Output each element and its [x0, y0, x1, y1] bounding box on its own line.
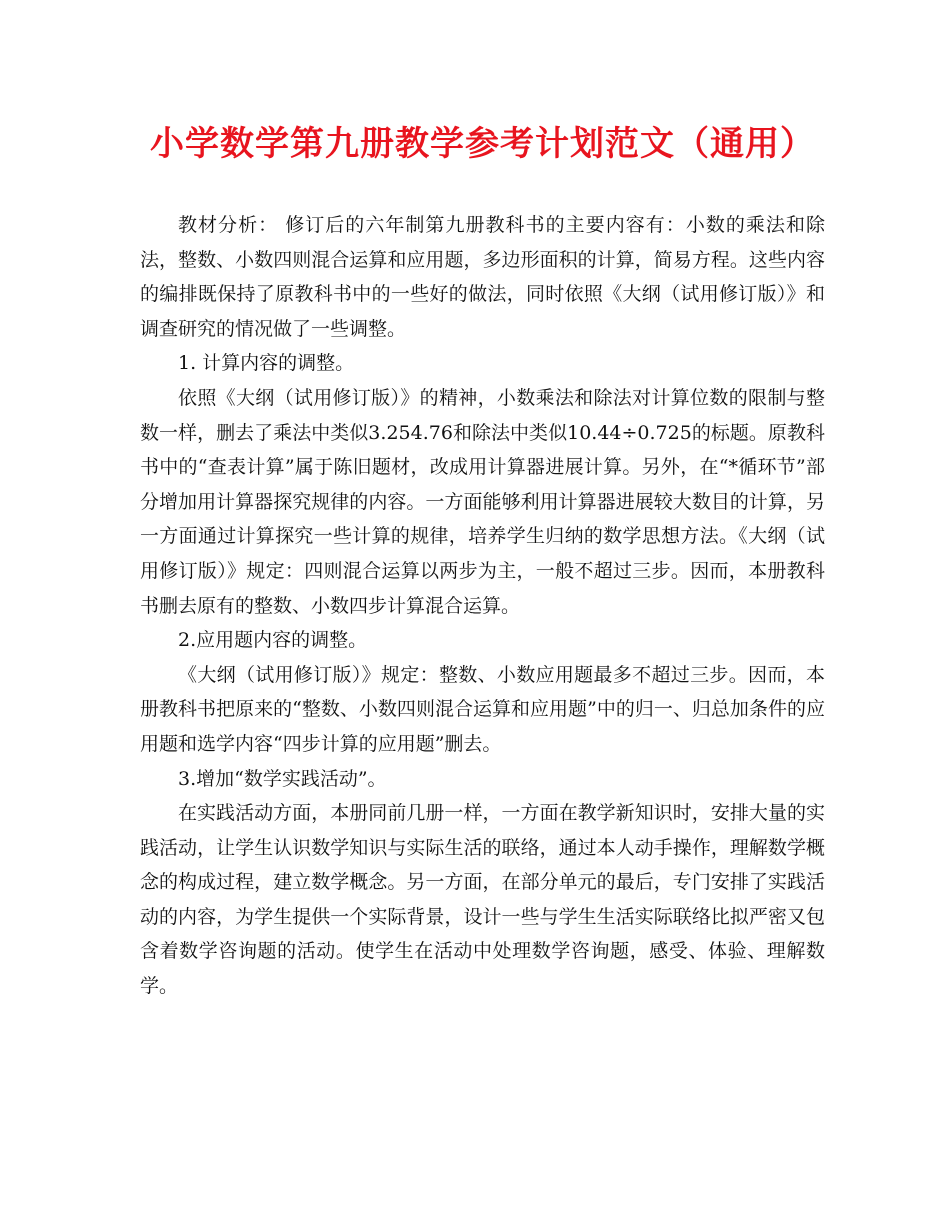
paragraph-word-problem-adjustment: 《大纲（试用修订版）》规定：整数、小数应用题最多不超过三步。因而，本册教科书把原来的“整数、小数四则混合运算和应用题”中的归一、归总加条件的应用题和选学内容“四步计算的应用题”删去。 — [140, 663, 825, 755]
heading-word-problem-adjustment: 2.应用题内容的调整。 — [178, 629, 368, 652]
paragraph-practice-activities: 在实践活动方面，本册同前几册一样，一方面在教学新知识时，安排大量的实践活动，让学生认识数学知识与实际生活的联络，通过本人动手操作，理解数学概念的构成过程，建立数学概念。另一方面，在部分单元的最后，专门安排了实践活动的内容，为学生提供一个实际背景，设计一些与学生生活实际联络比拟严密又包含着数学咨询题的活动。使学生在活动中处理数学咨询题，感受、体验、理解数学。 — [140, 802, 825, 998]
document-body — [140, 208, 825, 1004]
paragraph-calculation-adjustment: 依照《大纲（试用修订版）》的精神，小数乘法和除法对计算位数的限制与整数一样，删去了乘法中类似3.254.76和除法中类似10.44÷0.725的标题。原教科书中的“查表计算”属于陈旧题材，改成用计算器进展计算。另外，在“*循环节”部分增加用计算器探究规律的内容。一方面能够利用计算器进展较大数目的计算，另一方面通过计算探究一些计算的规律，培养学生归纳的数学思想方法。《大纲（试用修订版）》规定：四则混合运算以两步为主，一般不超过三步。因而，本册教科书删去原有的整数、小数四步计算混合运算。 — [140, 386, 825, 617]
heading-calculation-adjustment: 1. 计算内容的调整。 — [178, 352, 355, 375]
document-title: 小学数学第九册教学参考计划范文（通用） — [150, 124, 815, 164]
paragraph-textbook-analysis: 教材分析： 修订后的六年制第九册教科书的主要内容有：小数的乘法和除法，整数、小数四则混合运算和应用题，多边形面积的计算，简易方程。这些内容的编排既保持了原教科书中的一些好的做法，同时依照《大纲（试用修订版）》和调查研究的情况做了一些调整。 — [140, 214, 825, 340]
heading-practice-activities: 3.增加“数学实践活动”。 — [178, 767, 387, 790]
